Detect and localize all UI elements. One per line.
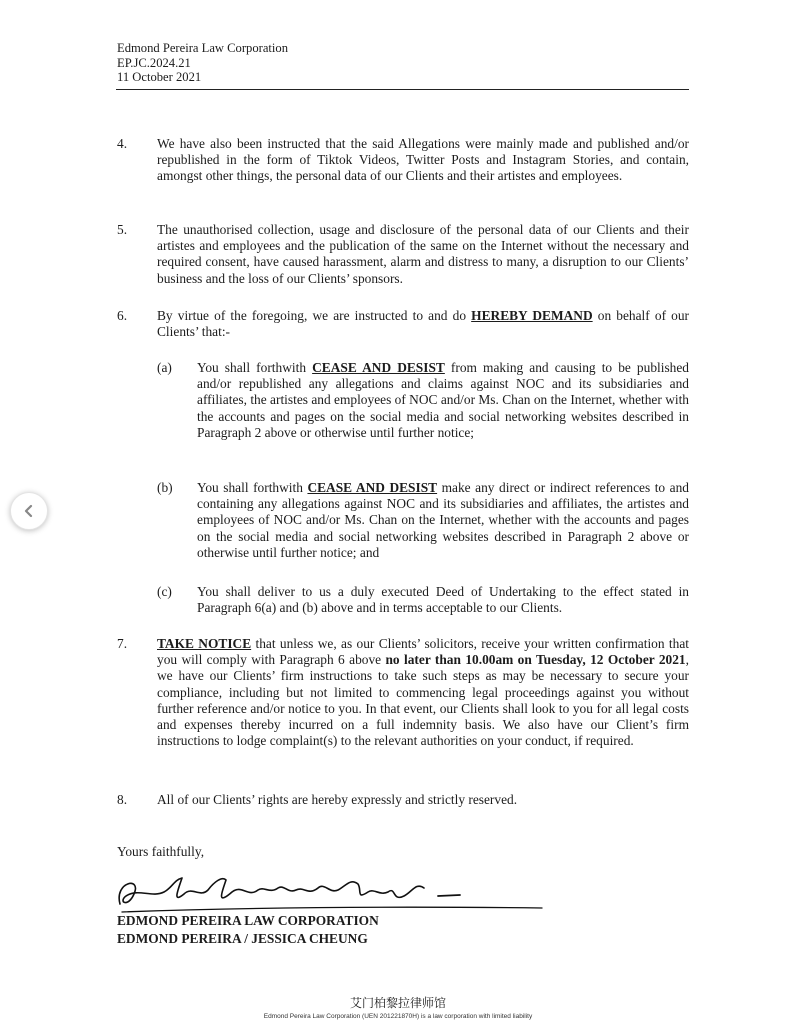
paragraph-text: We have also been instructed that the said Allegations were mainly made and published and/or republished in the form of Tiktok Videos, Twitter Posts and Instagram Stories, and contain, amongst other things, the personal data of our Clients and their artistes and employees.	[157, 136, 689, 184]
previous-page-button[interactable]	[10, 492, 48, 530]
letter-date: 11 October 2021	[117, 70, 202, 85]
paragraph-text: All of our Clients’ rights are hereby expressly and strictly reserved.	[157, 792, 518, 807]
subparagraph-label: (a)	[157, 360, 172, 375]
reference-number: EP.JC.2024.21	[117, 55, 191, 70]
paragraph-number: 7.	[117, 636, 128, 651]
paragraph-text-start: By virtue of the foregoing, we are instructed to and do	[157, 308, 472, 323]
paragraph-4	[117, 136, 689, 185]
subparagraph-text	[197, 360, 689, 441]
letterhead	[117, 41, 288, 85]
subparagraph-text-start: You shall forthwith	[197, 360, 313, 375]
paragraph-text-end: , we have our Clients’ firm instructions to take such steps as may be necessary to secure your compliance, including but not limited to commencing legal proceedings against you without further reference and/or notice to you. In that event, our Clients shall look to you for all legal costs and expenses thereby incurred on a full indemnity basis. We also have our Client’s firm instructions to lodge complaint(s) to the relevant authorities on your conduct, if required.	[157, 652, 689, 749]
paragraph-5	[117, 222, 689, 287]
footer-chinese-name: 艾门柏黎拉律师馆	[349, 996, 446, 1010]
paragraph-number: 5.	[117, 222, 128, 237]
paragraph-text	[157, 308, 689, 340]
subparagraph-text-end: from making and causing to be published and/or republished any allegations and claims against NOC and its subsidiaries and affiliates, the artistes and employees of NOC and/or Ms. Chan on the Internet, whether with the accounts and pages on the social media and social networking websites described in Paragraph 2 above or otherwise until further notice;	[197, 360, 689, 440]
header-divider	[116, 89, 689, 90]
subparagraph-6a	[157, 360, 689, 441]
paragraph-number: 6.	[117, 308, 128, 323]
closing-salutation: Yours faithfully,	[117, 844, 205, 859]
paragraph-number: 8.	[117, 792, 128, 807]
paragraph-text-start: that unless we, as our Clients’ solicitors, receive your written confirmation that you will comply with Paragraph 6 above	[157, 636, 689, 668]
cease-desist-emphasis: CEASE AND DESIST	[307, 480, 438, 495]
subparagraph-6b	[157, 480, 689, 561]
footer-registration: Edmond Pereira Law Corporation (UEN 201221870H) is a law corporation with limited liability	[263, 1013, 533, 1020]
paragraph-text	[157, 636, 689, 749]
handwritten-signature	[112, 872, 552, 918]
subparagraph-6c	[157, 584, 689, 616]
paragraph-text: The unauthorised collection, usage and disclosure of the personal data of our Clients and their artistes and employees and the publication of the same on the Internet without the necessary and required consent, have caused harassment, alarm and distress to many, a disruption to our Clients’ business and the loss of our Clients’ sponsors.	[157, 222, 689, 286]
paragraph-number: 4.	[117, 136, 128, 151]
firm-name: Edmond Pereira Law Corporation	[117, 41, 289, 55]
chevron-left-icon	[22, 504, 36, 518]
subparagraph-text	[197, 480, 689, 561]
cease-desist-emphasis: CEASE AND DESIST	[312, 360, 445, 375]
paragraph-6	[117, 308, 689, 340]
take-notice-emphasis: TAKE NOTICE	[157, 636, 252, 651]
demand-emphasis: HEREBY DEMAND	[471, 308, 593, 323]
subparagraph-label: (c)	[157, 584, 172, 599]
signatory-firm: EDMOND PEREIRA LAW CORPORATION	[117, 913, 379, 928]
paragraph-8	[117, 792, 689, 808]
signatory-names: EDMOND PEREIRA / JESSICA CHEUNG	[117, 931, 368, 946]
subparagraph-text-start: You shall forthwith	[197, 480, 308, 495]
paragraph-text-end: on behalf of our Clients’ that:-	[157, 308, 690, 340]
subparagraph-text-end: make any direct or indirect references to and containing any allegations against NOC and its subsidiaries and affiliates, the artistes and employees of NOC and/or Ms. Chan on the Internet, whether with the accounts and pages on the social media and social networking websites described in Paragraph 2 above or otherwise until further notice; and	[197, 480, 689, 560]
subparagraph-text: You shall deliver to us a duly executed Deed of Undertaking to the effect stated in Paragraph 6(a) and (b) above and in terms acceptable to our Clients.	[197, 584, 689, 616]
paragraph-7	[117, 636, 689, 749]
deadline-text: no later than 10.00am on Tuesday, 12 October 2021	[385, 652, 686, 668]
subparagraph-label: (b)	[157, 480, 173, 495]
